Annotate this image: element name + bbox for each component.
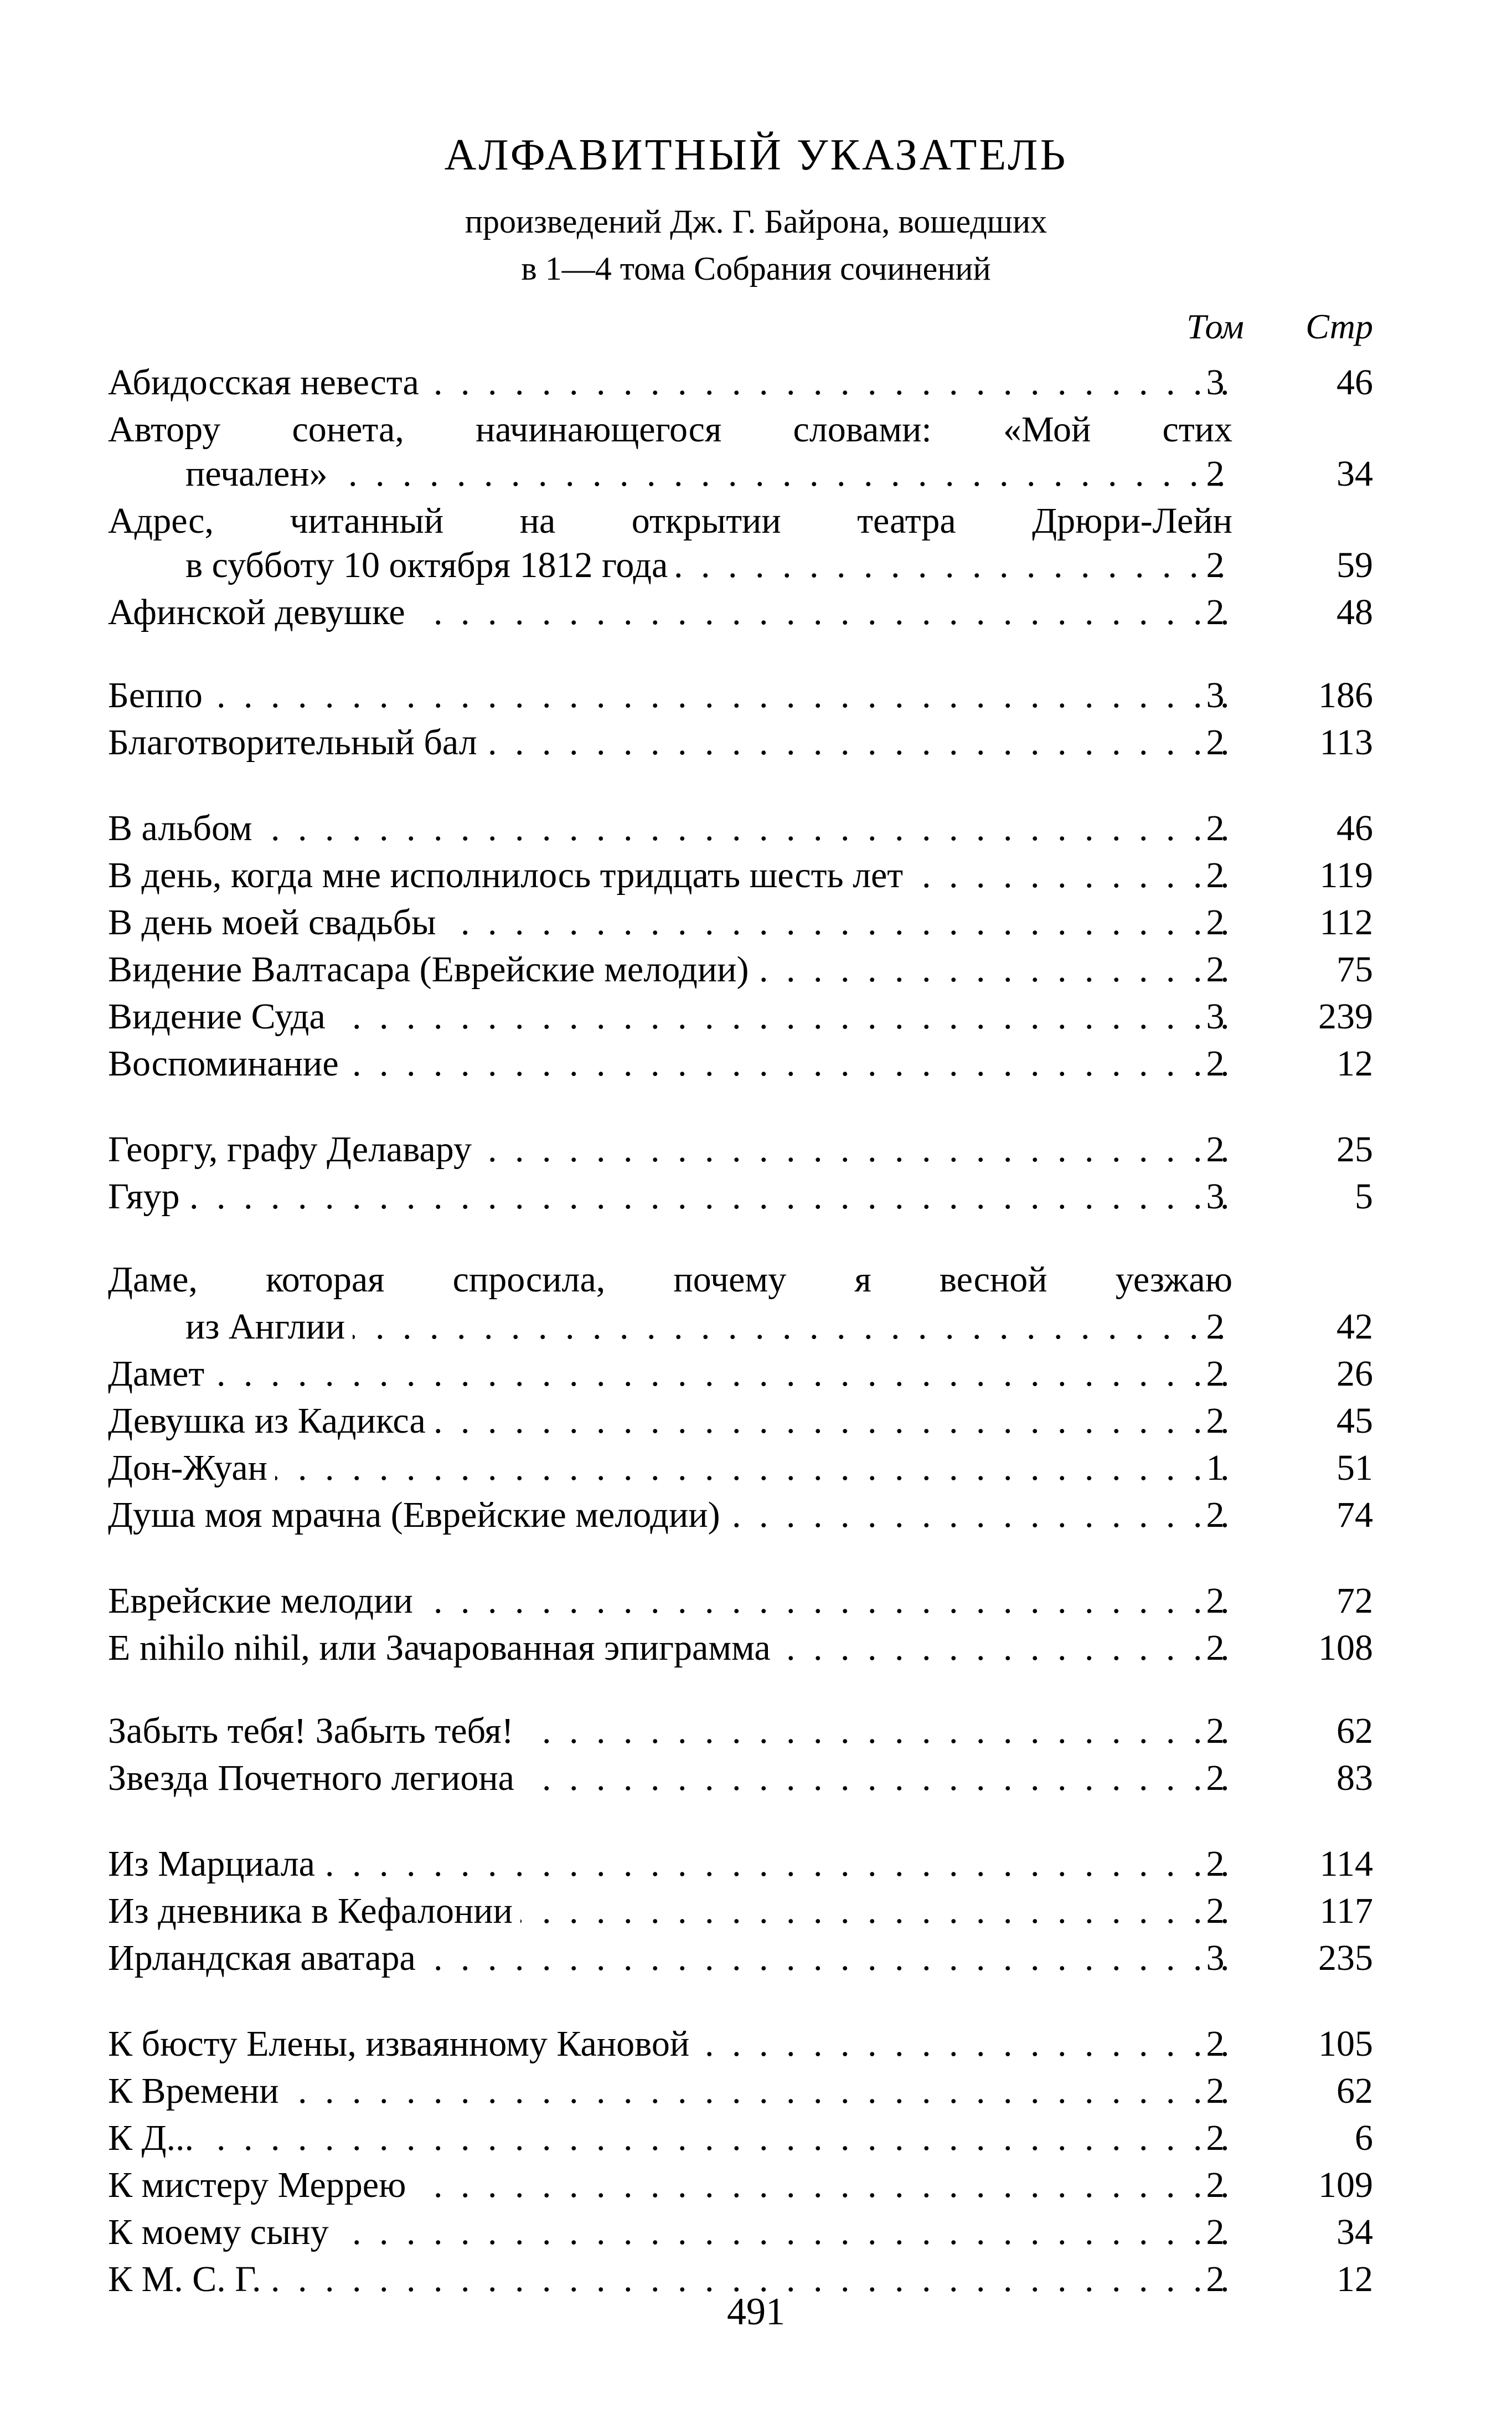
index-entry-title: Видение Валтасара (Еврейские мелодии) . . . [108, 947, 1240, 992]
index-entry-page: 114 [1319, 1844, 1373, 1884]
index-entry-volume: 2 [1206, 949, 1225, 990]
index-entry-volume: 2 [1206, 2165, 1225, 2205]
index-entry-volume: 2 [1206, 2024, 1225, 2064]
index-entry-page: 119 [1319, 855, 1373, 895]
index-entry-title: В альбом . . . [108, 806, 1240, 851]
index-entry-page: 34 [1336, 454, 1373, 494]
index-entry-page: 51 [1336, 1448, 1373, 1488]
index-entry-title: К М. С. Г. . . . [108, 2257, 1240, 2302]
index-entry-volume: 2 [1206, 1401, 1225, 1441]
index-entry-volume: 3 [1206, 362, 1225, 403]
index-entry-page: 186 [1318, 675, 1373, 716]
index-entry-volume: 2 [1206, 2071, 1225, 2111]
index-entry-page: 72 [1336, 1581, 1373, 1621]
index-entry-page: 42 [1336, 1306, 1373, 1347]
index-entry-title: Афинской девушке . . . [108, 590, 1240, 635]
index-entry-page: 112 [1319, 902, 1373, 943]
index-entry-page: 12 [1336, 1043, 1373, 1084]
index-entry-title: Адрес, читанный на открытии театра Дрюри-Лейн [108, 498, 1240, 544]
index-entry-page: 108 [1318, 1628, 1373, 1668]
index-entry-volume: 2 [1206, 545, 1225, 585]
index-entry-title: E nihilo nihil, или Зачарованная эпиграмма . . . [108, 1625, 1240, 1671]
index-entry-volume: 2 [1206, 1353, 1225, 1394]
column-header-page: Стр [1305, 307, 1373, 346]
index-entry-title: Душа моя мрачна (Еврейские мелодии) . . . [108, 1492, 1240, 1538]
index-entry-volume: 2 [1206, 1758, 1225, 1798]
index-entry-title: Из Марциала . . . [108, 1841, 1240, 1887]
index-entry-page: 46 [1336, 362, 1373, 403]
index-subtitle-line1: произведений Дж. Г. Байрона, вошедших [465, 203, 1047, 240]
index-entry-page: 62 [1336, 1711, 1373, 1751]
index-entry-volume: 2 [1206, 722, 1225, 763]
index-entry-volume: 2 [1206, 808, 1225, 848]
index-entry-title: К бюсту Елены, изваянному Кановой . . . [108, 2021, 1240, 2067]
index-entry-volume: 2 [1206, 1711, 1225, 1751]
index-entry-volume: 2 [1206, 2212, 1225, 2252]
index-entry-volume: 2 [1206, 855, 1225, 895]
index-entry-page: 45 [1336, 1401, 1373, 1441]
index-entry-volume: 2 [1206, 2259, 1225, 2299]
column-header-volume: Том [1186, 307, 1244, 346]
index-entry-title: Видение Суда . . . [108, 994, 1240, 1039]
index-entry-title: Ирландская аватара . . . [108, 1936, 1240, 1981]
index-entry-page: 239 [1318, 996, 1373, 1037]
index-entry-volume: 3 [1206, 1938, 1225, 1978]
index-entry-title: В день, когда мне исполнилось тридцать шесть лет . . . [108, 853, 1240, 898]
index-entry-title: В день моей свадьбы . . . [108, 900, 1240, 945]
index-entry-title-continuation: из Англии . . . [185, 1304, 1240, 1350]
index-entry-page: 117 [1319, 1891, 1373, 1931]
index-entry-volume: 2 [1206, 1844, 1225, 1884]
index-entry-page: 109 [1318, 2165, 1373, 2205]
index-entry-title: Благотворительный бал . . . [108, 720, 1240, 765]
index-entry-title: Воспоминание . . . [108, 1041, 1240, 1087]
index-entry-title: К Времени . . . [108, 2068, 1240, 2114]
index-entry-volume: 2 [1206, 2118, 1225, 2158]
index-entry-title: К Д... . . . [108, 2116, 1240, 2161]
index-entry-volume: 2 [1206, 902, 1225, 943]
index-entry-page: 46 [1336, 808, 1373, 848]
index-entry-page: 6 [1355, 2118, 1373, 2158]
index-entry-page: 62 [1336, 2071, 1373, 2111]
index-entry-title: Дамет . . . [108, 1351, 1240, 1397]
index-entry-page: 75 [1336, 949, 1373, 990]
page-number: 491 [727, 2291, 785, 2333]
index-entry-volume: 2 [1206, 1891, 1225, 1931]
index-entry-title: К моему сыну . . . [108, 2210, 1240, 2255]
index-entry-volume: 2 [1206, 1043, 1225, 1084]
index-entry-volume: 2 [1206, 1306, 1225, 1347]
index-entry-page: 34 [1336, 2212, 1373, 2252]
index-entry-page: 12 [1336, 2259, 1373, 2299]
index-entry-page: 26 [1336, 1353, 1373, 1394]
index-entry-page: 48 [1336, 592, 1373, 632]
index-title: АЛФАВИТНЫЙ УКАЗАТЕЛЬ [444, 131, 1068, 179]
index-entry-title: Еврейские мелодии . . . [108, 1578, 1240, 1624]
index-entry-title: Девушка из Кадикса . . . [108, 1398, 1240, 1444]
index-entry-page: 74 [1336, 1495, 1373, 1535]
index-entry-title: Георгу, графу Делавару . . . [108, 1127, 1240, 1172]
index-entry-title-continuation: в субботу 10 октября 1812 года . . . [185, 543, 1240, 588]
index-entry-volume: 3 [1206, 1176, 1225, 1217]
index-entry-volume: 2 [1206, 1129, 1225, 1170]
index-entry-title: Забыть тебя! Забыть тебя! . . . [108, 1708, 1240, 1754]
index-entry-page: 113 [1319, 722, 1373, 763]
index-entry-title: Даме, которая спросила, почему я весной уезжаю [108, 1257, 1240, 1303]
index-entry-volume: 2 [1206, 1628, 1225, 1668]
index-entry-volume: 3 [1206, 996, 1225, 1037]
index-entry-title: Гяур . . . [108, 1174, 1240, 1219]
index-entry-volume: 1 [1206, 1448, 1225, 1488]
index-entry-page: 105 [1318, 2024, 1373, 2064]
index-entry-page: 83 [1336, 1758, 1373, 1798]
index-entry-title: Беппо . . . [108, 673, 1240, 718]
index-entry-title: Звезда Почетного легиона . . . [108, 1756, 1240, 1801]
index-entry-volume: 2 [1206, 454, 1225, 494]
index-entry-title-continuation: печален» . . . [185, 451, 1240, 497]
index-entry-volume: 2 [1206, 1495, 1225, 1535]
index-entry-title: К мистеру Меррею . . . [108, 2163, 1240, 2208]
index-entry-title: Абидосская невеста . . . [108, 360, 1240, 405]
index-entry-page: 5 [1355, 1176, 1373, 1217]
index-entry-title: Из дневника в Кефалонии . . . [108, 1888, 1240, 1934]
index-entry-title: Дон-Жуан . . . [108, 1445, 1240, 1491]
index-subtitle-line2: в 1—4 тома Собрания сочинений [521, 250, 991, 287]
index-entry-volume: 2 [1206, 592, 1225, 632]
index-entry-volume: 2 [1206, 1581, 1225, 1621]
index-entry-page: 25 [1336, 1129, 1373, 1170]
index-entry-page: 235 [1318, 1938, 1373, 1978]
index-entry-volume: 3 [1206, 675, 1225, 716]
index-entry-title: Автору сонета, начинающегося словами: «Мой стих [108, 407, 1240, 452]
index-entry-page: 59 [1336, 545, 1373, 585]
